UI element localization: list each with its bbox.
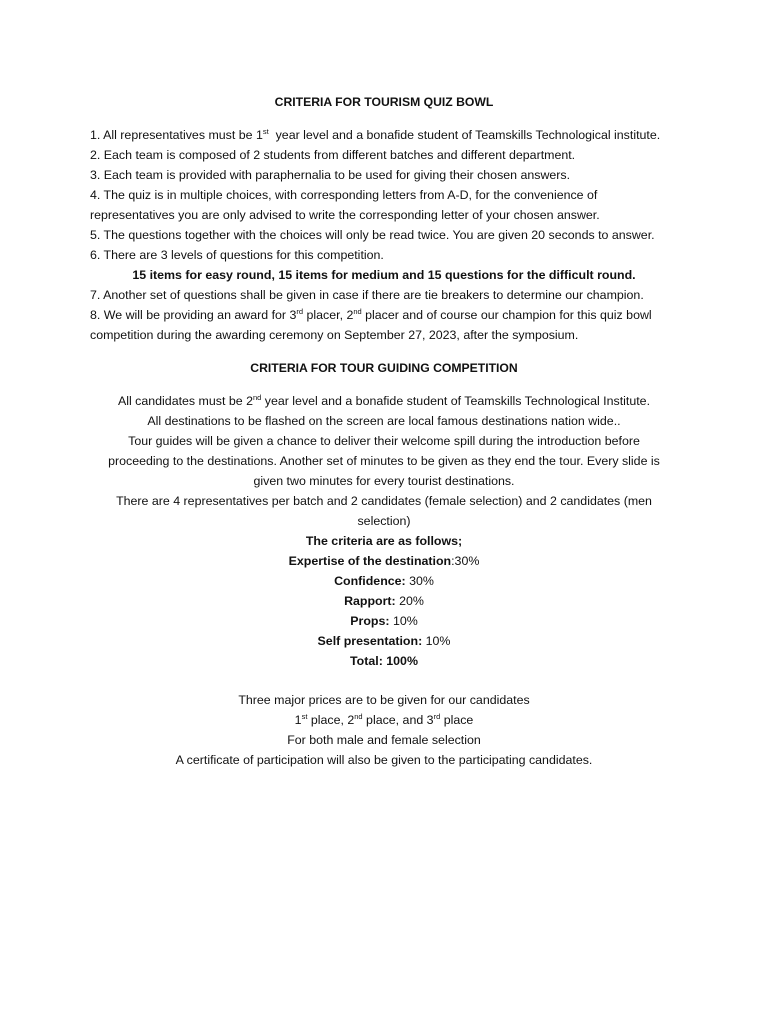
selection-line: For both male and female selection	[287, 733, 481, 747]
tour-line-6: There are 4 representatives per batch and 2 candidates (female selection) and 2 candidates (men	[116, 494, 652, 508]
quiz-title: CRITERIA FOR TOURISM QUIZ BOWL	[274, 95, 494, 109]
tour-line-1: All candidates must be 2nd year level and a bonafide student of Teamskills Technological Institute.	[117, 393, 651, 408]
criteria-item-confidence: Confidence: 30%	[334, 574, 434, 588]
quiz-item-8: 8. We will be providing an award for 3rd placer, 2nd placer and of course our champion for this quiz bowl competition during the awarding ceremony on September 27, 2023, after the symposium.	[90, 307, 652, 342]
tour-line-4: proceeding to the destinations. Another set of minutes to be given as they end the tour. Every slide is	[108, 454, 660, 468]
certificate-line: A certificate of participation will also be given to the participating candidates.	[175, 753, 593, 767]
quiz-item-7: 7. Another set of questions shall be given in case if there are tie breakers to determine our champion.	[90, 288, 644, 302]
prizes-line: Three major prices are to be given for our candidates	[238, 693, 530, 707]
tour-line-3: Tour guides will be given a chance to deliver their welcome spill during the introduction before	[128, 434, 640, 448]
criteria-item-rapport: Rapport: 20%	[344, 594, 424, 608]
criteria-item-props: Props: 10%	[350, 614, 418, 628]
quiz-rounds-detail: 15 items for easy round, 15 items for medium and 15 questions for the difficult round.	[132, 268, 636, 282]
quiz-item-6: 6. There are 3 levels of questions for this competition.	[90, 248, 384, 262]
tour-line-7: selection)	[357, 514, 411, 528]
tour-line-2: All destinations to be flashed on the screen are local famous destinations nation wide..	[147, 414, 621, 428]
tour-title: CRITERIA FOR TOUR GUIDING COMPETITION	[250, 361, 518, 375]
quiz-item-1: 1. All representatives must be 1st year level and a bonafide student of Teamskills Technological institute.	[90, 127, 661, 142]
tour-line-5: given two minutes for every tourist destinations.	[253, 474, 515, 488]
places-line: 1st place, 2nd place, and 3rd place	[294, 712, 474, 727]
criteria-total: Total: 100%	[350, 654, 418, 668]
criteria-item-self-presentation: Self presentation: 10%	[317, 634, 451, 648]
criteria-item-expertise: Expertise of the destination:30%	[288, 554, 480, 568]
quiz-item-4: 4. The quiz is in multiple choices, with corresponding letters from A-D, for the convenience of representatives you are only advised to write the corresponding letter of your chosen answer.	[90, 188, 600, 222]
quiz-item-5: 5. The questions together with the choices will only be read twice. You are given 20 seconds to answer.	[90, 228, 655, 242]
criteria-heading: The criteria are as follows;	[305, 534, 463, 548]
quiz-item-3: 3. Each team is provided with paraphernalia to be used for giving their chosen answers.	[90, 168, 571, 182]
quiz-item-2: 2. Each team is composed of 2 students from different batches and different department.	[90, 148, 576, 162]
